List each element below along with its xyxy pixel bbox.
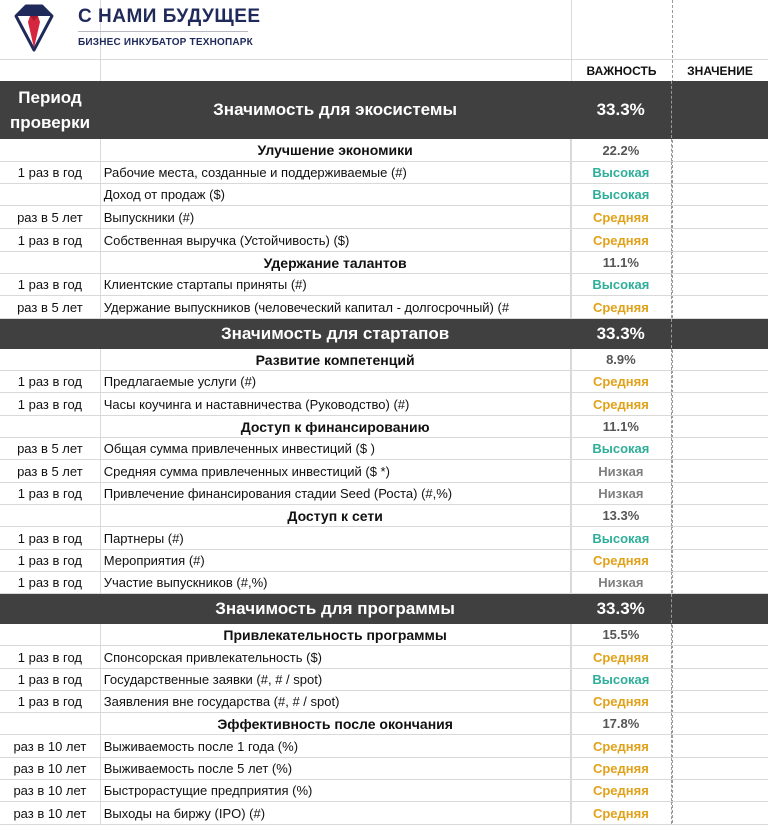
- category-row[interactable]: [0, 713, 768, 735]
- category-title[interactable]: Удержание талантов: [100, 252, 570, 273]
- importance-badge[interactable]: Средняя: [570, 550, 672, 571]
- period-header-line2: проверки: [9, 113, 91, 132]
- indicator-name-cell[interactable]: Доход от продаж ($): [100, 184, 570, 205]
- table-row[interactable]: [0, 802, 768, 825]
- value-cell[interactable]: [671, 229, 768, 251]
- value-cell[interactable]: [671, 252, 768, 273]
- section-band[interactable]: [0, 594, 768, 624]
- indicator-name-cell[interactable]: Привлечение финансирования стадии Seed (Роста) (#,%): [100, 483, 570, 504]
- section-band[interactable]: [0, 319, 768, 349]
- period-cell[interactable]: раз в 5 лет: [17, 463, 83, 479]
- period-cell[interactable]: [0, 139, 100, 161]
- indicator-name-cell[interactable]: Выпускники (#): [100, 206, 570, 228]
- table-row[interactable]: [0, 371, 768, 393]
- importance-column-header[interactable]: ВАЖНОСТЬ: [586, 63, 657, 78]
- category-row[interactable]: [0, 416, 768, 438]
- indicator-name-cell[interactable]: Государственные заявки (#, # / spot): [100, 669, 570, 690]
- value-cell[interactable]: [671, 274, 768, 295]
- period-cell[interactable]: раз в 10 лет: [13, 761, 87, 776]
- section-title[interactable]: Значимость для стартапов: [220, 323, 450, 343]
- table-row[interactable]: [0, 572, 768, 594]
- indicator-name-cell[interactable]: Общая сумма привлеченных инвестиций ($ ): [100, 438, 570, 459]
- value-cell[interactable]: [671, 184, 768, 205]
- category-row[interactable]: [0, 139, 768, 162]
- period-cell[interactable]: [0, 349, 100, 370]
- category-row[interactable]: [0, 624, 768, 646]
- table-row[interactable]: [0, 162, 768, 184]
- importance-badge[interactable]: Средняя: [570, 758, 672, 779]
- indicator-name-cell[interactable]: Средняя сумма привлеченных инвестиций ($ *): [100, 460, 570, 482]
- period-cell[interactable]: раз в 10 лет: [13, 805, 87, 821]
- table-row[interactable]: [0, 691, 768, 713]
- period-cell[interactable]: [0, 713, 100, 734]
- table-row[interactable]: [0, 780, 768, 802]
- category-title[interactable]: Развитие компетенций: [100, 349, 570, 370]
- weight-percent-cell[interactable]: 8.9%: [570, 349, 672, 370]
- period-cell[interactable]: [0, 416, 100, 437]
- period-cell[interactable]: 1 раз в год: [17, 530, 82, 546]
- period-cell[interactable]: 1 раз в год: [17, 165, 82, 180]
- value-cell[interactable]: [671, 416, 768, 437]
- period-cell[interactable]: 1 раз в год: [17, 374, 82, 389]
- brand-subtitle: БИЗНЕС ИНКУБАТОР ТЕХНОПАРК: [78, 37, 253, 48]
- period-cell[interactable]: 1 раз в год: [17, 486, 82, 501]
- value-cell[interactable]: [671, 550, 768, 571]
- table-row[interactable]: [0, 229, 768, 252]
- period-cell[interactable]: 1 раз в год: [17, 396, 82, 412]
- period-cell[interactable]: раз в 10 лет: [13, 738, 87, 754]
- value-cell[interactable]: [671, 139, 768, 161]
- value-cell[interactable]: [671, 669, 768, 690]
- category-row[interactable]: [0, 505, 768, 527]
- value-cell[interactable]: [671, 460, 768, 482]
- importance-badge[interactable]: Средняя: [570, 371, 672, 392]
- period-header-line1: Период: [18, 88, 82, 107]
- table-row[interactable]: [0, 274, 768, 296]
- importance-badge[interactable]: Средняя: [570, 296, 672, 318]
- value-cell[interactable]: [671, 483, 768, 504]
- importance-badge[interactable]: Средняя: [570, 206, 672, 228]
- value-cell[interactable]: [671, 527, 768, 549]
- weight-percent-cell[interactable]: 33.3%: [596, 598, 645, 618]
- value-cell[interactable]: [671, 296, 768, 318]
- period-cell[interactable]: 1 раз в год: [17, 672, 82, 687]
- importance-badge[interactable]: Средняя: [570, 802, 672, 824]
- table-row[interactable]: [0, 393, 768, 416]
- period-cell[interactable]: 1 раз в год: [17, 277, 82, 292]
- category-row[interactable]: [0, 252, 768, 274]
- value-cell[interactable]: [671, 319, 768, 348]
- value-cell[interactable]: [671, 572, 768, 593]
- importance-badge[interactable]: Средняя: [570, 646, 672, 668]
- brand-title: С НАМИ БУДУЩЕЕ: [78, 6, 261, 27]
- period-cell[interactable]: [0, 319, 100, 348]
- indicator-name-cell[interactable]: Предлагаемые услуги (#): [100, 371, 570, 392]
- section-band[interactable]: [0, 81, 768, 139]
- importance-badge[interactable]: Средняя: [570, 393, 672, 415]
- table-row[interactable]: [0, 758, 768, 780]
- value-cell[interactable]: [671, 624, 768, 645]
- indicator-name-cell[interactable]: Клиентские стартапы приняты (#): [100, 274, 570, 295]
- indicator-name-cell[interactable]: Заявления вне государства (#, # / spot): [100, 691, 570, 712]
- category-title[interactable]: Доступ к финансированию: [100, 416, 570, 437]
- importance-badge[interactable]: Высокая: [570, 162, 672, 183]
- importance-badge[interactable]: Низкая: [570, 572, 672, 593]
- value-cell[interactable]: [671, 162, 768, 183]
- category-title[interactable]: Привлекательность программы: [100, 624, 570, 645]
- indicator-name-cell[interactable]: Удержание выпускников (человеческий капитал - долгосрочный) (#: [100, 296, 570, 318]
- category-title[interactable]: Эффективность после окончания: [100, 713, 570, 734]
- period-cell[interactable]: [0, 594, 100, 623]
- value-cell[interactable]: [671, 206, 768, 228]
- value-cell[interactable]: [671, 81, 768, 138]
- brand-divider: [78, 31, 248, 32]
- importance-badge[interactable]: Средняя: [570, 780, 672, 801]
- indicator-name-cell[interactable]: Партнеры (#): [100, 527, 570, 549]
- period-cell[interactable]: [0, 184, 100, 205]
- importance-badge[interactable]: Высокая: [570, 669, 672, 690]
- importance-badge[interactable]: Высокая: [570, 184, 672, 205]
- value-column-header[interactable]: ЗНАЧЕНИЕ: [687, 63, 753, 78]
- table-row[interactable]: [0, 184, 768, 206]
- category-title[interactable]: Доступ к сети: [100, 505, 570, 526]
- value-cell[interactable]: [671, 438, 768, 459]
- table-row[interactable]: [0, 646, 768, 669]
- table-row[interactable]: [0, 669, 768, 691]
- importance-badge[interactable]: Высокая: [570, 527, 672, 549]
- period-cell[interactable]: раз в 10 лет: [13, 783, 87, 798]
- brand-header: [0, 0, 560, 58]
- period-cell[interactable]: раз в 5 лет: [17, 299, 83, 315]
- table-row[interactable]: [0, 483, 768, 505]
- section-title[interactable]: Значимость для программы: [215, 598, 455, 618]
- importance-badge[interactable]: Высокая: [570, 274, 672, 295]
- table-row[interactable]: [0, 206, 768, 229]
- period-column-header[interactable]: [0, 81, 100, 139]
- value-cell[interactable]: [671, 393, 768, 415]
- importance-badge[interactable]: Высокая: [570, 438, 672, 459]
- table-row[interactable]: [0, 550, 768, 572]
- tie-diamond-logo-icon: [8, 2, 60, 54]
- weight-percent-cell[interactable]: 11.1%: [570, 416, 672, 437]
- period-cell[interactable]: 1 раз в год: [17, 694, 82, 709]
- period-cell[interactable]: [0, 252, 100, 273]
- category-title[interactable]: Улучшение экономики: [100, 139, 570, 161]
- indicator-name-cell[interactable]: Быстрорастущие предприятия (%): [100, 780, 570, 801]
- period-cell[interactable]: 1 раз в год: [17, 232, 82, 248]
- weight-percent-cell[interactable]: 33.3%: [596, 323, 645, 343]
- indicator-name-cell[interactable]: Рабочие места, созданные и поддерживаемые (#): [100, 162, 570, 183]
- indicator-name-cell[interactable]: Выживаемость после 1 года (%): [100, 735, 570, 757]
- value-cell[interactable]: [671, 713, 768, 734]
- table-row[interactable]: [0, 460, 768, 483]
- category-row[interactable]: [0, 349, 768, 371]
- period-cell[interactable]: 1 раз в год: [17, 575, 82, 590]
- importance-badge[interactable]: Низкая: [570, 460, 672, 482]
- indicator-name-cell[interactable]: Собственная выручка (Устойчивость) ($): [100, 229, 570, 251]
- weight-percent-cell[interactable]: 33.3%: [596, 99, 645, 119]
- indicator-name-cell[interactable]: Спонсорская привлекательность ($): [100, 646, 570, 668]
- indicator-name-cell[interactable]: Выходы на биржу (IPO) (#): [100, 802, 570, 824]
- importance-badge[interactable]: Средняя: [570, 229, 672, 251]
- value-cell[interactable]: [671, 646, 768, 668]
- importance-badge[interactable]: Низкая: [570, 483, 672, 504]
- period-cell[interactable]: 1 раз в год: [17, 553, 82, 568]
- value-cell[interactable]: [671, 594, 768, 623]
- period-cell[interactable]: [0, 505, 100, 526]
- value-cell[interactable]: [671, 735, 768, 757]
- table-row[interactable]: [0, 527, 768, 550]
- value-cell[interactable]: [671, 758, 768, 779]
- importance-badge[interactable]: Средняя: [570, 735, 672, 757]
- value-cell[interactable]: [671, 780, 768, 801]
- indicator-name-cell[interactable]: Участие выпускников (#,%): [100, 572, 570, 593]
- value-cell[interactable]: [671, 691, 768, 712]
- value-cell[interactable]: [671, 371, 768, 392]
- section-title[interactable]: Значимость для экосистемы: [213, 99, 457, 119]
- weight-percent-cell[interactable]: 11.1%: [570, 252, 672, 273]
- table-row[interactable]: [0, 735, 768, 758]
- weight-percent-cell[interactable]: 22.2%: [570, 139, 672, 161]
- table-row[interactable]: [0, 296, 768, 319]
- indicator-name-cell[interactable]: Часы коучинга и наставничества (Руководство) (#): [100, 393, 570, 415]
- importance-badge[interactable]: Средняя: [570, 691, 672, 712]
- weight-percent-cell[interactable]: 13.3%: [570, 505, 672, 526]
- weight-percent-cell[interactable]: 17.8%: [570, 713, 672, 734]
- period-cell[interactable]: [0, 624, 100, 645]
- weight-percent-cell[interactable]: 15.5%: [570, 624, 672, 645]
- value-cell[interactable]: [671, 802, 768, 824]
- period-cell[interactable]: раз в 5 лет: [17, 441, 83, 456]
- indicator-name-cell[interactable]: Выживаемость после 5 лет (%): [100, 758, 570, 779]
- value-cell[interactable]: [671, 505, 768, 526]
- value-cell[interactable]: [671, 349, 768, 370]
- table-row[interactable]: [0, 438, 768, 460]
- period-cell[interactable]: 1 раз в год: [17, 649, 82, 665]
- indicator-name-cell[interactable]: Мероприятия (#): [100, 550, 570, 571]
- period-cell[interactable]: раз в 5 лет: [17, 209, 83, 225]
